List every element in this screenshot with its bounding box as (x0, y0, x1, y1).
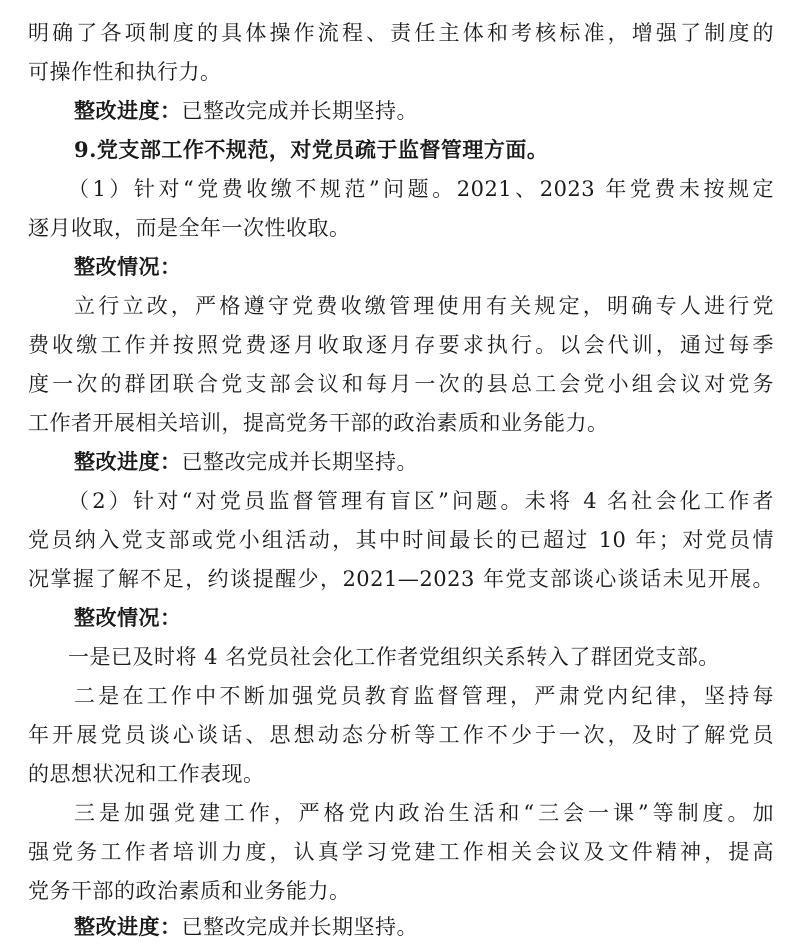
progress-label: 整改进度： (74, 914, 182, 939)
paragraph-line: 可操作性和执行力。 (28, 60, 222, 84)
paragraph-line: 二是在工作中不断加强党员教育监督管理，严肃党内纪律，坚持每 (74, 684, 774, 708)
paragraph-line: 工作者开展相关培训，提高党务干部的政治素质和业务能力。 (28, 411, 609, 435)
issue-line: 党员纳入党支部或党小组活动，其中时间最长的已超过 10 年；对党员情 (28, 528, 774, 552)
issue-line: （1）针对“党费收缴不规范”问题。2021、2023 年党费未按规定 (68, 177, 774, 201)
paragraph-line: 三是加强党建工作，严格党内政治生活和“三会一课”等制度。加 (74, 801, 774, 825)
progress-line (28, 96, 774, 126)
progress-label: 整改进度： (74, 449, 182, 474)
issue-line: （2）针对“对党员监督管理有盲区”问题。未将 4 名社会化工作者 (68, 489, 774, 513)
paragraph-line: 度一次的群团联合党支部会议和每月一次的县总工会党小组会议对党务 (28, 372, 774, 396)
paragraph-line: 立行立改，严格遵守党费收缴管理使用有关规定，明确专人进行党 (74, 294, 774, 318)
progress-line (28, 447, 774, 477)
progress-value: 已整改完成并长期坚持。 (181, 915, 418, 939)
progress-label: 整改进度： (74, 98, 182, 123)
paragraph-line: 的思想状况和工作表现。 (28, 762, 265, 786)
progress-value: 已整改完成并长期坚持。 (181, 450, 418, 474)
paragraph-line: 一是已及时将 4 名党员社会化工作者党组织关系转入了群团党支部。 (68, 645, 720, 669)
issue-line: 况掌握了解不足，约谈提醒少，2021—2023 年党支部谈心谈话未见开展。 (28, 567, 774, 591)
paragraph-line: 强党务工作者培训力度，认真学习党建工作相关会议及文件精神，提高 (28, 840, 774, 864)
rectification-heading: 整改情况： (74, 605, 182, 630)
progress-line (28, 912, 774, 942)
progress-value: 已整改完成并长期坚持。 (181, 99, 418, 123)
paragraph-line: 党务干部的政治素质和业务能力。 (28, 879, 351, 903)
paragraph-line: 年开展党员谈心谈话、思想动态分析等工作不少于一次，及时了解党员 (28, 723, 774, 747)
paragraph-line: 明确了各项制度的具体操作流程、责任主体和考核标准，增强了制度的 (28, 21, 774, 45)
rectification-heading: 整改情况： (74, 254, 182, 279)
issue-line: 逐月收取，而是全年一次性收取。 (28, 216, 351, 240)
section-heading: 9.党支部工作不规范，对党员疏于监督管理方面。 (74, 137, 549, 162)
paragraph-line: 费收缴工作并按照党费逐月收取逐月存要求执行。以会代训，通过每季 (28, 333, 774, 357)
